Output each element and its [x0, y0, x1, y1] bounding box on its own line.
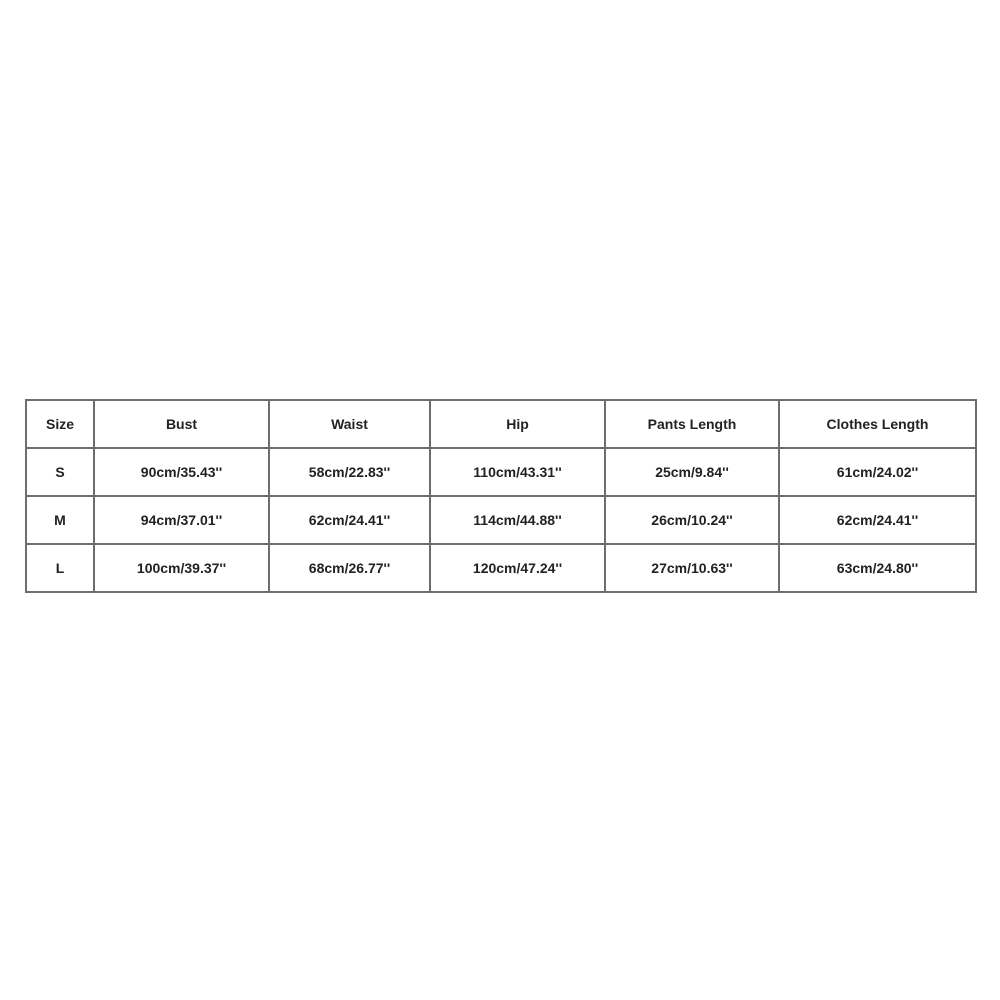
cell-hip: 110cm/43.31'' — [430, 448, 605, 496]
header-hip: Hip — [430, 400, 605, 448]
cell-waist: 68cm/26.77'' — [269, 544, 430, 592]
cell-pants-length: 25cm/9.84'' — [605, 448, 779, 496]
cell-clothes-length: 63cm/24.80'' — [779, 544, 976, 592]
header-waist: Waist — [269, 400, 430, 448]
cell-waist: 62cm/24.41'' — [269, 496, 430, 544]
cell-clothes-length: 62cm/24.41'' — [779, 496, 976, 544]
cell-bust: 100cm/39.37'' — [94, 544, 269, 592]
cell-waist: 58cm/22.83'' — [269, 448, 430, 496]
cell-size: M — [26, 496, 94, 544]
cell-pants-length: 26cm/10.24'' — [605, 496, 779, 544]
table-row — [26, 544, 976, 592]
header-clothes-length: Clothes Length — [779, 400, 976, 448]
cell-bust: 90cm/35.43'' — [94, 448, 269, 496]
cell-size: L — [26, 544, 94, 592]
table-row — [26, 496, 976, 544]
cell-hip: 114cm/44.88'' — [430, 496, 605, 544]
cell-pants-length: 27cm/10.63'' — [605, 544, 779, 592]
table-row — [26, 448, 976, 496]
header-bust: Bust — [94, 400, 269, 448]
table-header-row — [26, 400, 976, 448]
cell-size: S — [26, 448, 94, 496]
cell-hip: 120cm/47.24'' — [430, 544, 605, 592]
size-chart-table — [25, 399, 977, 593]
cell-bust: 94cm/37.01'' — [94, 496, 269, 544]
header-pants-length: Pants Length — [605, 400, 779, 448]
header-size: Size — [26, 400, 94, 448]
cell-clothes-length: 61cm/24.02'' — [779, 448, 976, 496]
